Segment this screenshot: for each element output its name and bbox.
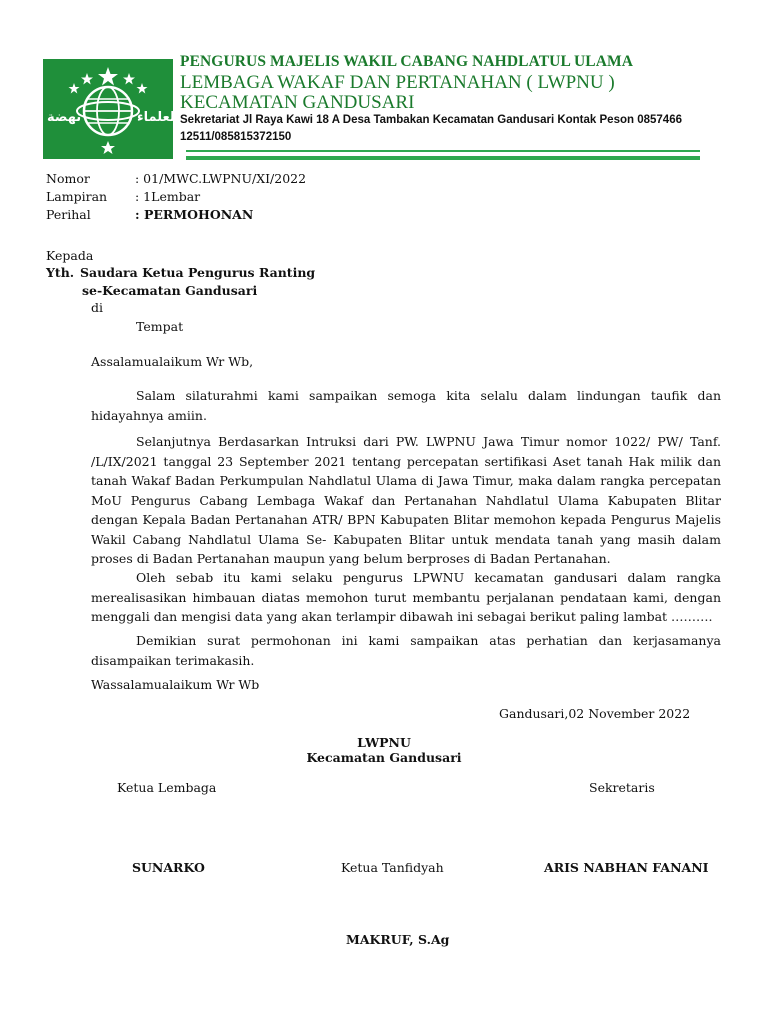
paragraph-1 (91, 386, 721, 425)
closing: Wassalamualaikum Wr Wb (91, 677, 260, 692)
svg-text:ﻧﻬﻀﺔ: ﻧﻬﻀﺔ (47, 110, 82, 125)
recipient-name: Saudara Ketua Pengurus Ranting (80, 265, 316, 280)
sign-org: LWPNU (357, 735, 411, 750)
bottom-signatory-name: MAKRUF, S.Ag (346, 932, 450, 947)
place-date: Gandusari,02 November 2022 (499, 706, 691, 721)
greeting: Assalamualaikum Wr Wb, (91, 354, 254, 369)
paragraph-2 (91, 432, 721, 569)
nomor-value: : 01/MWC.LWPNU/XI/2022 (135, 171, 307, 186)
center-title: Ketua Tanfidyah (341, 860, 444, 875)
paragraph-2-text: Selanjutnya Berdasarkan Intruksi dari PW. LWPNU Jawa Timur nomor 1022/ PW/ Tanf. /L/IX/2021 tanggal 23 September 2021 tentang percepatan sertifikasi Aset tanah Hak milik dan tanah Wakaf Badan Perkumpulan Nahdlatul Ulama di Jawa Timur, maka dalam rangka percepatan MoU Pengurus Cabang Lembaga Wakaf dan Pertanahan Nahdlatul Ulama Kabupaten Blitar dengan Kepala Badan Pertanahan ATR/ BPN Kabupaten Blitar memohon kepada Pengurus Majelis Wakil Cabang Nahdlatul Ulama Se- Kabupaten Blitar untuk mendata tanah yang masih dalam proses di Badan Pertanahan maupun yang belum berproses di Badan Pertanahan. (91, 434, 721, 566)
kepada: Kepada (46, 248, 94, 263)
right-signatory-name: ARIS NABHAN FANANI (544, 860, 709, 875)
paragraph-3-text: Oleh sebab itu kami selaku pengurus LPWNU kecamatan gandusari dalam rangka merealisasikan himbauan diatas memohon turut membantu perjalanan pendataan kami, dengan menggali dan mengisi data yang akan terlampir dibawah ini sebagai berikut paling lambat ………. (91, 570, 721, 624)
right-title: Sekretaris (589, 780, 655, 795)
di: di (91, 300, 103, 315)
tempat: Tempat (136, 319, 184, 334)
org-line-2: LEMBAGA WAKAF DAN PERTANAHAN ( LWPNU ) (180, 72, 615, 93)
left-title: Ketua Lembaga (117, 780, 217, 795)
address: Sekretariat Jl Raya Kawi 18 A Desa Tambakan Kecamatan Gandusari Kontak Peson 0857466 12511/085815372150 (180, 114, 682, 143)
paragraph-4-text: Demikian surat permohonan ini kami sampaikan atas perhatian dan kerjasamanya disampaikan terimakasih. (91, 633, 721, 668)
perihal-label: Perihal (46, 207, 91, 222)
perihal-value: : PERMOHONAN (135, 207, 254, 222)
yth: Yth. (46, 265, 75, 280)
paragraph-1-text: Salam silaturahmi kami sampaikan semoga kita selalu dalam lindungan taufik dan hidayahnya amiin. (91, 388, 721, 423)
lampiran-label: Lampiran (46, 189, 108, 204)
nu-logo (43, 59, 180, 159)
paragraph-4 (91, 631, 721, 670)
recipient-area: se-Kecamatan Gandusari (82, 283, 258, 298)
globe-stars-icon (43, 59, 180, 159)
nomor-label: Nomor (46, 171, 90, 186)
header-divider-thick (186, 156, 700, 160)
lampiran-value: : 1Lembar (135, 189, 201, 204)
header-divider-thin (186, 150, 700, 152)
sign-org-area: Kecamatan Gandusari (306, 750, 462, 765)
paragraph-3 (91, 568, 721, 627)
org-line-3: KECAMATAN GANDUSARI (180, 92, 415, 113)
org-line-1: PENGURUS MAJELIS WAKIL CABANG NAHDLATUL ULAMA (180, 53, 634, 70)
svg-text:ﺍﻟﻌﻠﻤﺎء: ﺍﻟﻌﻠﻤﺎء (137, 110, 180, 125)
left-signatory-name: SUNARKO (132, 860, 205, 875)
